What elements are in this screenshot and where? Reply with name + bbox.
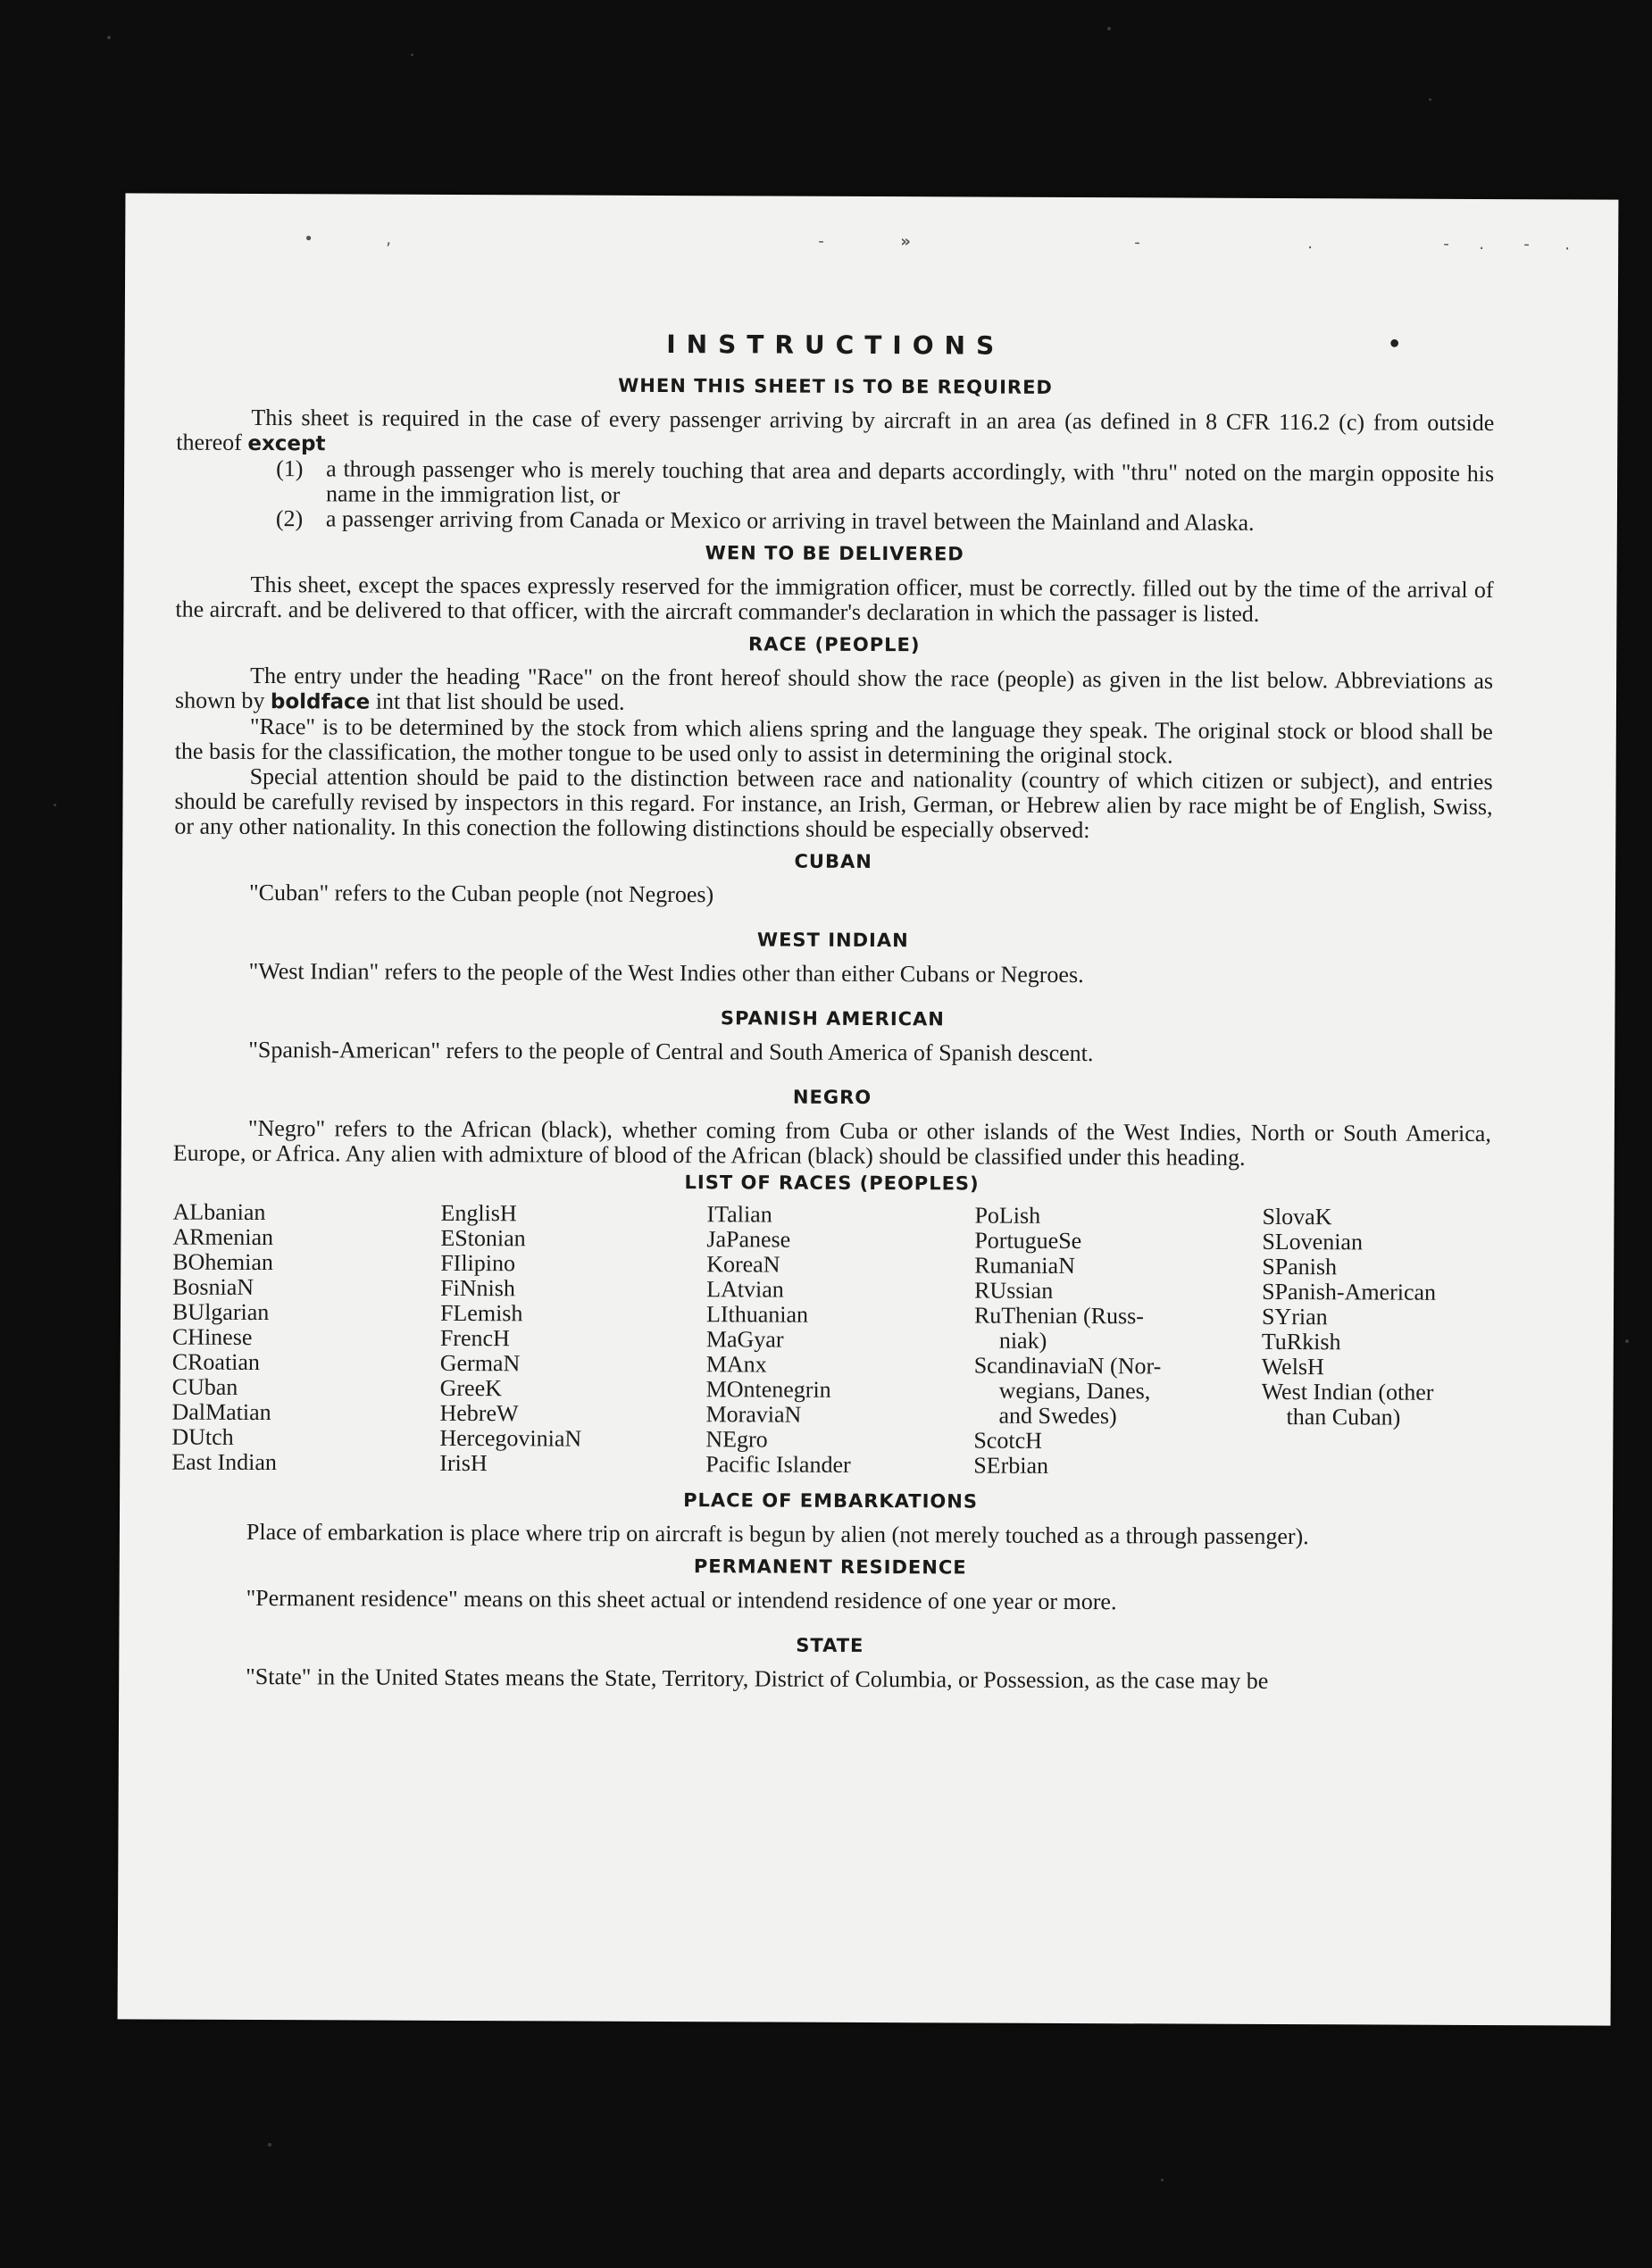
document-content (171, 328, 1495, 1695)
scan-mark: - (1443, 234, 1449, 254)
race-entry: ALbanian (172, 1198, 266, 1226)
race-entry: JaPanese (706, 1226, 791, 1253)
scan-speck (1429, 98, 1431, 101)
west-indian-text: "West Indian" refers to the people of the West Indies other than either Cubans or Negroes. (248, 957, 1084, 988)
race-entry: CUban (171, 1373, 238, 1400)
spanish-american-text: "Spanish-American" refers to the people of Central and South America of Spanish descent. (248, 1036, 1094, 1067)
intro-text: This sheet is required in the case of every passenger arriving by aircraft in an area (as defined in 8 CFR 116.2 (c) from outside thereof (176, 404, 1495, 455)
races-column-5 (1261, 1205, 1490, 1480)
races-column-4 (973, 1204, 1262, 1480)
race-entry: MAnx (705, 1351, 767, 1378)
race-entry: DalMatian (171, 1398, 271, 1426)
race-entry: EStonian (440, 1224, 526, 1252)
scan-mark: . (1564, 235, 1571, 254)
bullet-dot: • (1386, 329, 1403, 361)
race-entry: MoraviaN (705, 1401, 802, 1428)
race-entry: HebreW (439, 1399, 519, 1427)
scan-mark: , (386, 229, 392, 249)
boldface-word: boldface (270, 690, 371, 714)
page-title: INSTRUCTIONS (666, 329, 1005, 361)
item-number: (2) (275, 505, 304, 532)
scan-speck (54, 804, 56, 806)
races-column-1 (171, 1200, 440, 1476)
race-entry: EnglisH (440, 1199, 517, 1227)
item-text: a through passenger who is merely touching that area and departs accordingly, with "thru" noted on the margin opposite his name in the immigration list, or (325, 455, 1495, 508)
race-entry: KoreaN (706, 1251, 780, 1278)
section-heading-spanish-american: SPANISH AMERICAN (720, 1007, 945, 1030)
race-entry: FiNnish (440, 1274, 515, 1302)
scan-mark: - (818, 231, 824, 251)
race-entry-continued: than Cuban) (1286, 1404, 1401, 1430)
race-entry: RUssian (974, 1277, 1054, 1304)
races-column-3 (705, 1202, 974, 1478)
race-entry: FrencH (439, 1324, 510, 1352)
race-entry: BosniaN (172, 1273, 254, 1301)
section-heading-cuban: CUBAN (794, 850, 872, 873)
race-entry: CHinese (171, 1323, 253, 1350)
race-entry: IrisH (439, 1449, 488, 1477)
race-entry: CRoatian (171, 1348, 261, 1376)
races-list (171, 1200, 1490, 1480)
race-entry: NEgro (705, 1426, 768, 1453)
scan-mark: . (1307, 234, 1314, 254)
scan-speck (268, 2143, 271, 2147)
residence-text: "Permanent residence" means on this sheet actual or intendend residence of one year or more. (246, 1584, 1117, 1615)
race-entry: SlovaK (1262, 1203, 1332, 1230)
race-entry: BOhemian (172, 1248, 273, 1276)
top-marks (125, 229, 1618, 262)
race-entry-continued: and Swedes) (998, 1402, 1117, 1430)
race-entry: ScotcH (973, 1427, 1042, 1454)
race-entry: RuThenian (Russ- (973, 1302, 1144, 1330)
section-heading-race: RACE (PEOPLE) (748, 633, 921, 656)
race-entry: RumaniaN (974, 1252, 1075, 1280)
state-text: "State" in the United States means the State, Territory, District of Columbia, or Possession, as the case may be (246, 1663, 1269, 1694)
when-delivered-text: This sheet, except the spaces expressly reserved for the immigration officer, must be correctly. filled out by the time of the arrival of the aircraft. and be delivered to that officer, with the aircraft commander's declaration in which the passager is listed. (175, 571, 1494, 627)
races-column-2 (439, 1201, 706, 1477)
race-entry: ITalian (706, 1201, 772, 1228)
race-entry: LIthuanian (705, 1301, 809, 1328)
race-entry: GermaN (439, 1349, 521, 1377)
embarkation-text: Place of embarkation is place where trip on aircraft is begun by alien (not merely touched as a through passenger). (246, 1518, 1309, 1550)
list-item (276, 506, 1494, 537)
scan-mark: - (1134, 233, 1140, 253)
race-entry: Pacific Islander (705, 1451, 851, 1478)
document-page (118, 193, 1619, 2025)
scan-speck (1107, 27, 1111, 30)
race-entry: West Indian (other (1261, 1378, 1434, 1405)
list-item (276, 456, 1494, 512)
race-entry: East Indian (171, 1448, 278, 1476)
race-entry: SYrian (1261, 1303, 1328, 1330)
scan-speck (411, 54, 413, 56)
scan-speck (1625, 1339, 1629, 1343)
race-entry: PortugueSe (974, 1227, 1082, 1255)
race-entry: SErbian (973, 1452, 1049, 1479)
race-entry: TuRkish (1261, 1328, 1341, 1355)
race-entry-continued: niak) (998, 1327, 1047, 1354)
race-entry: GreeK (439, 1374, 502, 1402)
scan-mark: - (1523, 235, 1530, 254)
section-heading-negro: NEGRO (792, 1086, 872, 1109)
race-entry: BUlgarian (171, 1298, 270, 1326)
cuban-text: "Cuban" refers to the Cuban people (not Negroes) (248, 879, 714, 908)
race-entry-continued: wegians, Danes, (998, 1377, 1151, 1405)
race-paragraph-2: "Race" is to be determined by the stock from which aliens spring and the language they speak. The original stock or blood shall be the basis for the classification, the mother tongue to be used only to assist in determining the original stock. (174, 713, 1493, 769)
section-heading-list-of-races: LIST OF RACES (PEOPLES) (684, 1172, 980, 1195)
race-entry: ARmenian (172, 1223, 274, 1251)
race-paragraph-1 (175, 663, 1493, 720)
except-bold: except (247, 431, 326, 456)
scan-speck (1161, 2179, 1164, 2181)
race-entry: SPanish-American (1262, 1278, 1437, 1305)
race-entry: FIlipino (440, 1249, 516, 1277)
scan-mark: • (304, 229, 313, 249)
negro-text: "Negro" refers to the African (black), whether coming from Cuba or other islands of the West Indies, North or South America, Europe, or Africa. Any alien with admixture of blood of the African (black) should be classified under this heading. (172, 1114, 1491, 1171)
race-entry: SPanish (1262, 1253, 1338, 1280)
race-entry: HercegoviniaN (439, 1424, 582, 1452)
section-heading-west-indian: WEST INDIAN (756, 929, 909, 952)
race-paragraph-3: Special attention should be paid to the distinction between race and nationality (country of which citizen or subject), and entries should be carefully revised by inspectors in this regard. For instance, an Irish, German, or Hebrew alien by race might be of English, Swiss, or any other nationality. In this conection the following distinctions should be especially observed: (174, 763, 1493, 844)
race-entry: PoLish (974, 1202, 1041, 1229)
section-heading-permanent-residence: PERMANENT RESIDENCE (693, 1555, 967, 1579)
scan-mark: » (900, 232, 911, 252)
section-heading-embarkation: PLACE OF EMBARKATIONS (683, 1489, 979, 1513)
race-p1-after: int that list should be used. (375, 688, 625, 715)
scan-speck (107, 36, 111, 39)
race-entry: WelsH (1261, 1353, 1324, 1380)
race-p1-before: The entry under the heading "Race" on the front hereof should show the race (people) as given in the list below. Abbreviations as shown by (174, 662, 1494, 714)
race-entry: LAtvian (706, 1276, 784, 1303)
item-text: a passenger arriving from Canada or Mexico or arriving in travel between the Mainland and Alaska. (325, 505, 1255, 536)
race-entry: FLemish (439, 1299, 523, 1327)
race-entry: SLovenian (1262, 1228, 1364, 1255)
when-required-intro (176, 405, 1494, 462)
race-entry: MaGyar (705, 1326, 784, 1353)
section-heading-when-required: WHEN THIS SHEET IS TO BE REQUIRED (618, 374, 1053, 398)
section-heading-state: STATE (796, 1634, 864, 1656)
race-entry: DUtch (171, 1423, 234, 1450)
section-heading-when-delivered: WEN TO BE DELIVERED (705, 542, 964, 565)
scan-mark: . (1479, 234, 1485, 254)
race-entry: MOntenegrin (705, 1376, 831, 1403)
race-entry: ScandinaviaN (Nor- (973, 1352, 1162, 1380)
item-number: (1) (276, 455, 304, 482)
